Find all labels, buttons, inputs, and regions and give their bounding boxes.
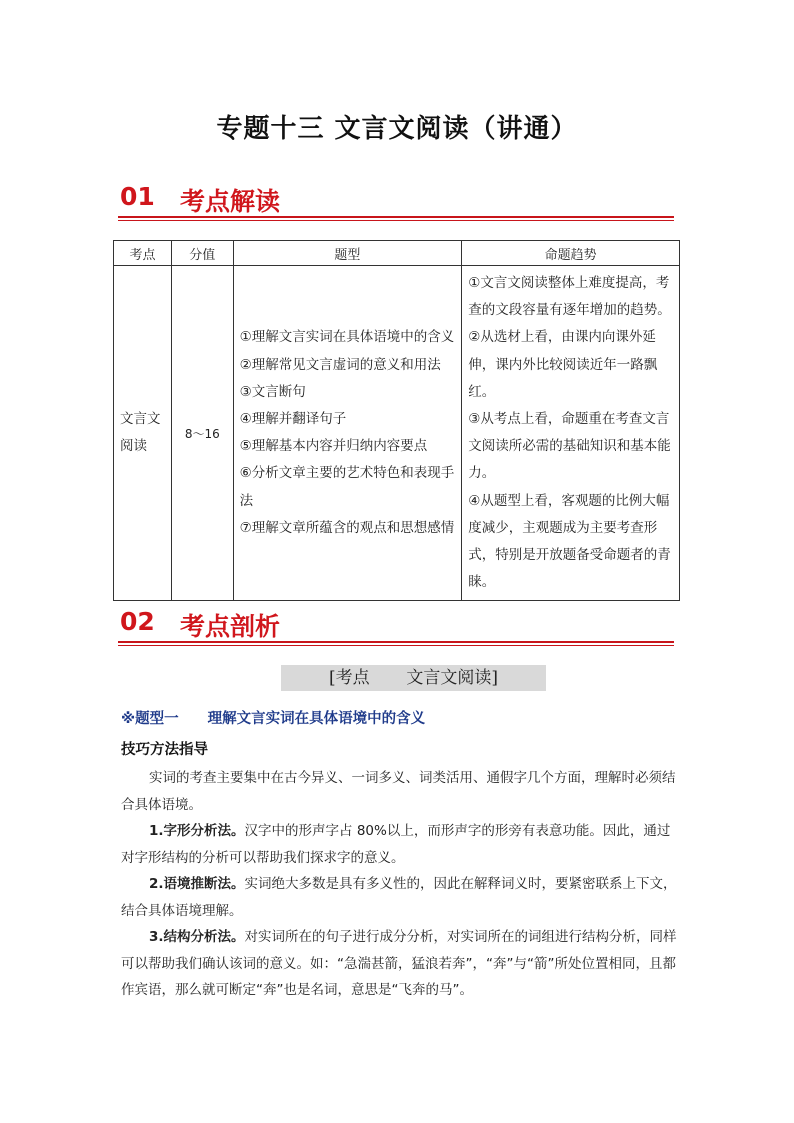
- section-rule: [118, 641, 674, 643]
- score-cell: 8～16: [171, 266, 233, 601]
- list-item: ②理解常见文言虚词的意义和用法: [239, 356, 441, 373]
- body-text: [121, 765, 677, 1004]
- section-rule-thin: [118, 645, 674, 646]
- table-header-cell: 题型: [233, 241, 462, 266]
- section-header-2: [118, 607, 674, 647]
- table-header-cell: 分值: [171, 241, 233, 266]
- table-row: [114, 266, 680, 601]
- exam-point-banner: [281, 665, 546, 691]
- banner-right: 文言文阅读]: [406, 668, 499, 688]
- question-types-cell: [233, 266, 462, 601]
- section-title: 考点剖析: [180, 612, 281, 641]
- table-header-cell: 考点: [114, 241, 172, 266]
- paragraph-body: 实词绝大多数是具有多义性的，因此在解释词义时，要紧密联系上下文，结合具体语境理解。: [121, 876, 677, 919]
- list-item: ③从考点上看，命题重在考查文言文阅读所必需的基础知识和基本能力。: [468, 411, 671, 482]
- paragraph-lead: 1.字形分析法。: [149, 823, 245, 839]
- section-number: 01: [120, 182, 155, 211]
- paragraph-lead: 2.语境推断法。: [149, 876, 245, 892]
- paragraph-body: 对实词所在的句子进行成分分析，对实词所在的词组进行结构分析，同样可以帮助我们确认该词的意义。如：“急湍甚箭，猛浪若奔”，“奔”与“箭”所处位置相同，且都作宾语，那么就可断定“奔”也是名词，意思是“飞奔的马”。: [121, 929, 677, 998]
- paragraph: 实词的考查主要集中在古今异义、一词多义、词类活用、通假字几个方面，理解时必须结合具体语境。: [121, 770, 676, 813]
- list-item: ④理解并翻译句子: [239, 411, 347, 428]
- paragraph: [121, 924, 677, 1004]
- list-item: ④从题型上看，客观题的比例大幅度减少，主观题成为主要考查形式，特别是开放题备受命题者的青睐。: [468, 492, 671, 591]
- question-type-name: 理解文言实词在具体语境中的含义: [207, 711, 426, 727]
- exam-point-table: [113, 240, 680, 601]
- point-cell: [114, 266, 172, 601]
- list-item: ⑤理解基本内容并归纳内容要点: [239, 438, 428, 455]
- list-item: ①文言文阅读整体上难度提高，考查的文段容量有逐年增加的趋势。: [468, 275, 671, 319]
- list-item: ①理解文言实词在具体语境中的含义: [239, 329, 455, 346]
- table-header-row: [114, 241, 680, 266]
- table-header-cell: 命题趋势: [462, 241, 680, 266]
- paragraph-lead: 3.结构分析法。: [149, 929, 245, 945]
- point-text: 文言文阅读: [120, 411, 161, 455]
- question-type-mark: ※题型一: [121, 711, 179, 727]
- tips-heading: 技巧方法指导: [121, 742, 208, 758]
- page-title: 专题十三 文言文阅读（讲通）: [216, 114, 578, 144]
- paragraph: [121, 871, 677, 924]
- list-item: ⑥分析文章主要的艺术特色和表现手法: [239, 465, 455, 509]
- section-rule-thin: [118, 220, 674, 221]
- paragraph: [121, 818, 677, 871]
- trends-cell: [462, 266, 680, 601]
- section-header-1: [118, 182, 674, 222]
- section-rule: [118, 216, 674, 218]
- banner-left: [考点: [328, 668, 370, 688]
- paragraph-body: 汉字中的形声字占 80%以上，而形声字的形旁有表意功能。因此，通过对字形结构的分析可以帮助我们探求字的意义。: [121, 823, 671, 866]
- section-number: 02: [120, 607, 155, 636]
- question-type-heading: [121, 707, 425, 728]
- section-title: 考点解读: [180, 187, 281, 216]
- list-item: ③文言断句: [239, 383, 306, 400]
- list-item: ②从选材上看，由课内向课外延伸，课内外比较阅读近年一路飘红。: [468, 329, 658, 400]
- list-item: ⑦理解文章所蕴含的观点和思想感情: [239, 519, 455, 536]
